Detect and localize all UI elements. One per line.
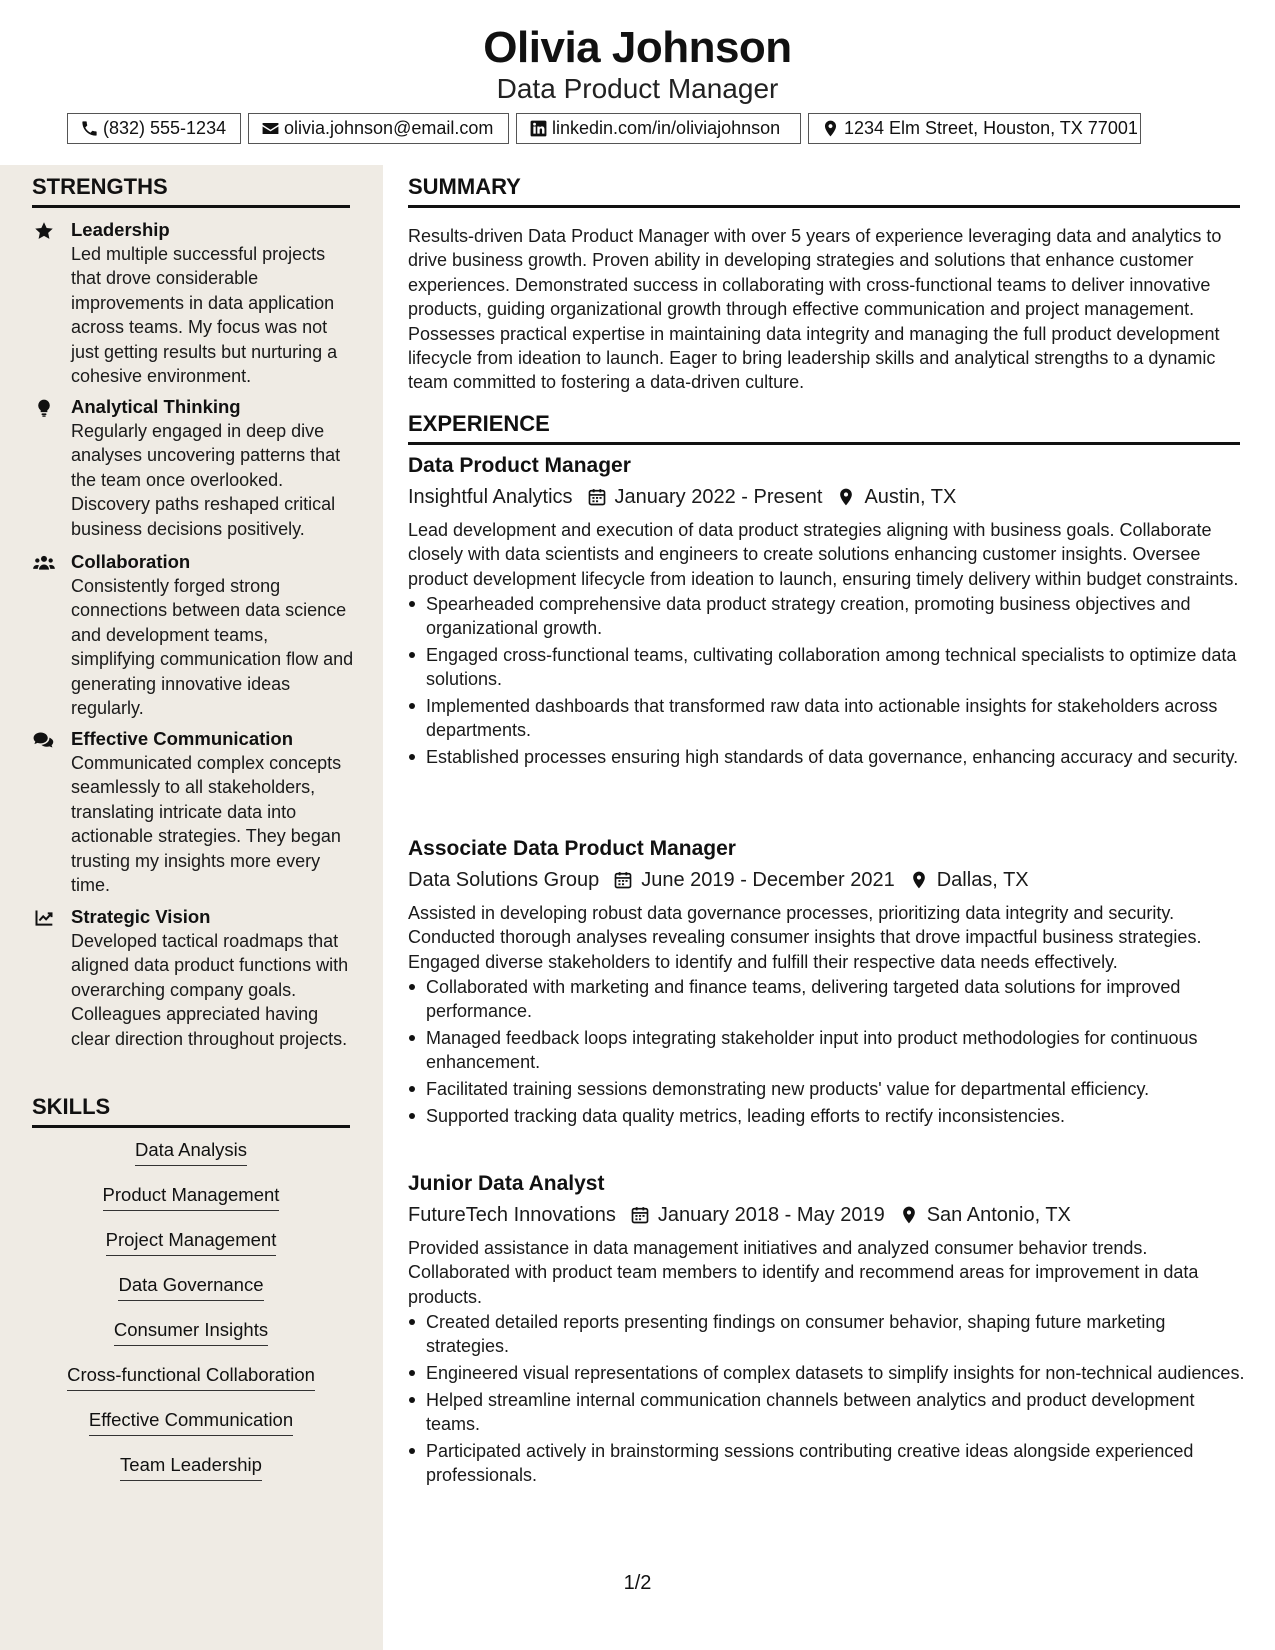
skill-item (32, 1273, 350, 1303)
strength-title: Collaboration (71, 551, 191, 572)
comments-icon (32, 730, 56, 750)
job-dates: June 2019 - December 2021 (641, 869, 895, 891)
linkedin-icon (529, 119, 548, 138)
job-company: FutureTech Innovations (408, 1204, 616, 1226)
envelope-icon (261, 119, 280, 138)
job-description: Assisted in developing robust data governance processes, prioritizing data integrity and security. Conducted thorough analyses revealing consumer insights that drove impactful business strategies. Engaged diverse stakeholders to identify and fulfill their respective data needs effectively. (408, 903, 1202, 972)
strength-title: Leadership (71, 219, 170, 240)
summary-text: Results-driven Data Product Manager with over 5 years of experience leveraging data and analytics to drive business growth. Proven ability in developing strategies and solutions that enhance customer experiences. Demonstrated success in collaborating with cross-functional teams to deliver innovative products, guiding organizational growth through effective communication and project management. Possesses practical expertise in maintaining data integrity and managing the full product development lifecycle from ideation to launch. Eager to bring leadership skills and analytical strengths to a dynamic team committed to fostering a data-driven culture. (408, 226, 1222, 393)
lightbulb-icon (32, 398, 56, 418)
job-bullets (408, 1310, 1248, 1487)
users-icon (32, 553, 56, 573)
summary-heading: SUMMARY (408, 173, 1240, 208)
job-entry (408, 1170, 1248, 1490)
strengths-heading: STRENGTHS (32, 173, 350, 208)
contact-email[interactable] (248, 113, 509, 144)
map-marker-icon (836, 487, 856, 507)
strength-title: Effective Communication (71, 728, 294, 749)
strength-description: Led multiple successful projects that drove considerable improvements in data application across teams. My focus was not just getting results but nurturing a cohesive environment. (71, 244, 338, 387)
job-bullets (408, 975, 1248, 1128)
candidate-title: Data Product Manager (496, 73, 779, 104)
job-location: San Antonio, TX (926, 1204, 1071, 1226)
strength-item (32, 218, 357, 388)
resume-header (0, 0, 1275, 165)
job-bullets (408, 592, 1248, 769)
job-meta (408, 483, 1248, 511)
skill-label: Project Management (106, 1228, 277, 1256)
job-entry (408, 835, 1248, 1131)
strength-item (32, 905, 357, 1051)
contact-address (808, 113, 1141, 144)
job-bullet: Facilitated training sessions demonstrating new products' value for departmental efficiency. (408, 1077, 1248, 1101)
skill-label: Consumer Insights (114, 1318, 268, 1346)
job-bullet: Spearheaded comprehensive data product strategy creation, promoting business objectives and organizational growth. (408, 592, 1248, 640)
job-dates: January 2022 - Present (614, 486, 823, 508)
strength-description: Developed tactical roadmaps that aligned data product functions with overarching company goals. Colleagues appreciated having clear direction throughout projects. (71, 931, 349, 1049)
strength-title: Analytical Thinking (71, 396, 241, 417)
star-icon (32, 221, 56, 241)
job-role: Junior Data Analyst (408, 1172, 605, 1195)
skill-item (32, 1453, 350, 1483)
job-entry (408, 452, 1248, 772)
job-bullet: Implemented dashboards that transformed raw data into actionable insights for stakeholders across departments. (408, 694, 1248, 742)
strength-item (32, 550, 357, 720)
skill-item (32, 1183, 350, 1213)
skill-label: Product Management (103, 1183, 280, 1211)
job-role: Data Product Manager (408, 454, 631, 477)
strength-description: Consistently forged strong connections between data science and development teams, simplifying communication flow and generating innovative ideas regularly. (71, 576, 354, 719)
contact-phone-text: (832) 555-1234 (103, 118, 227, 138)
job-location: Dallas, TX (936, 869, 1029, 891)
strength-description: Communicated complex concepts seamlessly to all stakeholders, translating intricate data into actionable strategies. They began trusting my insights more every time. (71, 753, 342, 896)
map-marker-icon (821, 119, 840, 138)
skill-label: Data Governance (118, 1273, 263, 1301)
calendar-icon (630, 1205, 650, 1225)
job-role: Associate Data Product Manager (408, 837, 736, 860)
phone-icon (80, 119, 99, 138)
job-bullet: Managed feedback loops integrating stakeholder input into product methodologies for continuous enhancement. (408, 1026, 1248, 1074)
candidate-name: Olivia Johnson (483, 23, 792, 72)
skill-label: Cross-functional Collaboration (67, 1363, 315, 1391)
skill-item (32, 1138, 350, 1168)
contact-phone[interactable] (67, 113, 241, 144)
main-column (383, 165, 1275, 1650)
job-location: Austin, TX (864, 486, 957, 508)
skill-label: Data Analysis (135, 1138, 247, 1166)
job-bullet: Supported tracking data quality metrics, leading efforts to rectify inconsistencies. (408, 1104, 1248, 1128)
job-bullet: Established processes ensuring high standards of data governance, enhancing accuracy and security. (408, 745, 1248, 769)
job-bullet: Collaborated with marketing and finance teams, delivering targeted data solutions for improved performance. (408, 975, 1248, 1023)
skill-item (32, 1363, 350, 1393)
skill-label: Team Leadership (120, 1453, 262, 1481)
map-marker-icon (909, 870, 929, 890)
strength-title: Strategic Vision (71, 906, 211, 927)
experience-heading: EXPERIENCE (408, 410, 1240, 445)
skill-item (32, 1228, 350, 1258)
job-dates: January 2018 - May 2019 (657, 1204, 885, 1226)
job-description: Lead development and execution of data product strategies aligning with business goals. Collaborate closely with data scientists and engineers to create solutions enhancing customer insights. Oversee product development lifecycle from ideation to launch, ensuring timely delivery within budget constraints. (408, 520, 1239, 589)
job-meta (408, 1201, 1248, 1229)
contact-bar (0, 113, 1275, 145)
map-marker-icon (899, 1205, 919, 1225)
job-meta (408, 866, 1248, 894)
job-description: Provided assistance in data management initiatives and analyzed consumer behavior trends. Collaborated with product team members to identify and recommend areas for improvement in data products. (408, 1238, 1199, 1307)
skills-heading: SKILLS (32, 1093, 350, 1128)
strength-description: Regularly engaged in deep dive analyses uncovering patterns that the team once overlooked. Discovery paths reshaped critical business decisions positively. (71, 421, 341, 539)
job-company: Data Solutions Group (408, 869, 600, 891)
strength-item (32, 395, 357, 541)
contact-address-text: 1234 Elm Street, Houston, TX 77001 (844, 118, 1138, 138)
contact-linkedin-text: linkedin.com/in/oliviajohnson (552, 118, 781, 138)
strength-item (32, 727, 357, 897)
calendar-icon (587, 487, 607, 507)
calendar-icon (613, 870, 633, 890)
page-number: 1/2 (623, 1572, 652, 1594)
chart-line-icon (32, 908, 56, 928)
contact-email-text: olivia.johnson@email.com (284, 118, 494, 138)
job-bullet: Helped streamline internal communication channels between analytics and product development teams. (408, 1388, 1248, 1436)
job-bullet: Participated actively in brainstorming sessions contributing creative ideas alongside experienced professionals. (408, 1439, 1248, 1487)
skill-item (32, 1318, 350, 1348)
sidebar (0, 165, 383, 1650)
skill-label: Effective Communication (89, 1408, 293, 1436)
job-company: Insightful Analytics (408, 486, 573, 508)
job-bullet: Engaged cross-functional teams, cultivating collaboration among technical specialists to optimize data solutions. (408, 643, 1248, 691)
job-bullet: Engineered visual representations of complex datasets to simplify insights for non-technical audiences. (408, 1361, 1248, 1385)
contact-linkedin[interactable] (516, 113, 801, 144)
job-bullet: Created detailed reports presenting findings on consumer behavior, shaping future marketing strategies. (408, 1310, 1248, 1358)
skill-item (32, 1408, 350, 1438)
